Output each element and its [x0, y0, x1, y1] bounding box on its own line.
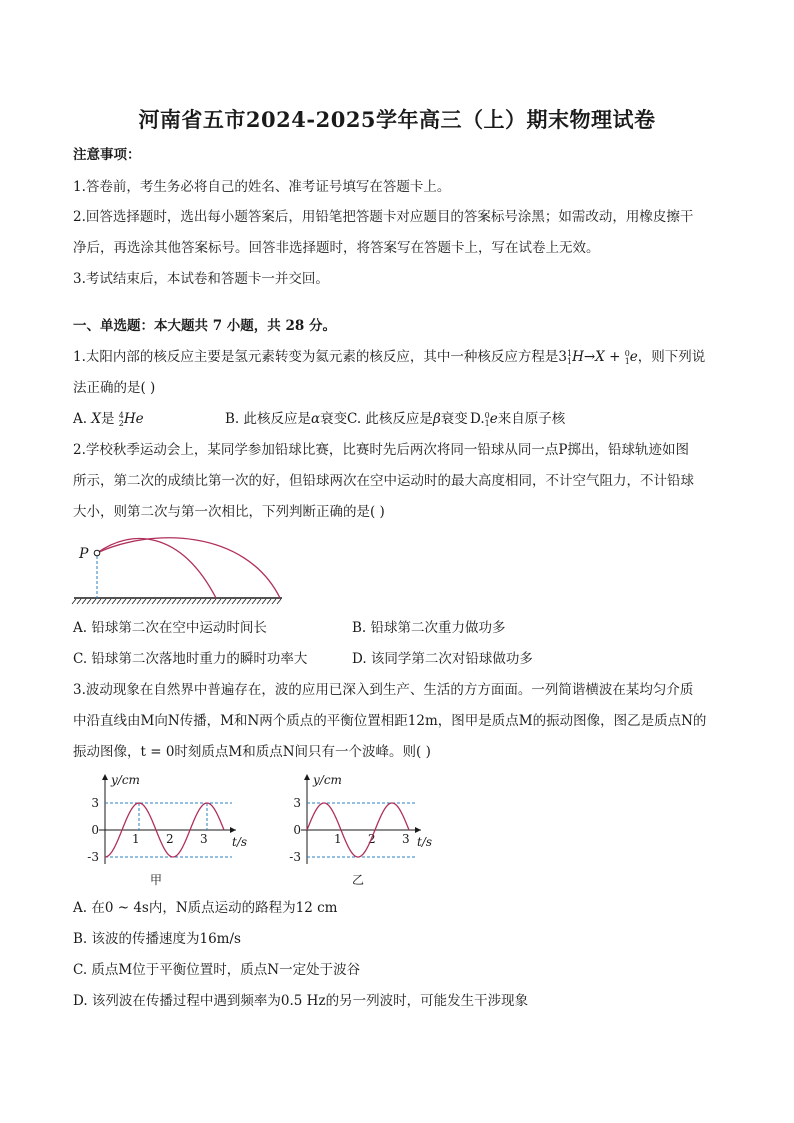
x-tick-label: 1 — [132, 832, 140, 846]
hatch-mark — [137, 599, 141, 604]
y-axis-label: y/cm — [111, 773, 140, 787]
x-tick-label: 3 — [402, 832, 410, 846]
hatch-mark — [162, 599, 166, 604]
hatch-mark — [177, 599, 181, 604]
q1-option-d[interactable]: D. 0 1 e来自原子核 — [470, 410, 566, 428]
x-tick-label: 2 — [368, 832, 376, 846]
q3-option-a[interactable]: A. 在0 ~ 4s内，N质点运动的路程为12 cm — [73, 900, 338, 916]
q2-option-b[interactable]: B. 铅球第二次重力做功多 — [352, 620, 506, 636]
hatch-mark — [107, 599, 111, 604]
hatch-mark — [192, 599, 196, 604]
y-tick-label: 3 — [91, 796, 99, 810]
chart-caption: 甲 — [150, 873, 163, 887]
q3-stem-1: 3.波动现象在自然界中普遍存在，波的应用已深入到生产、生活的方方面面。一列简谐横波在某均匀介质 — [73, 682, 694, 698]
hatch-mark — [217, 599, 221, 604]
q2-stem-3: 大小，则第二次与第一次相比，下列判断正确的是( ) — [73, 504, 385, 520]
hatch-mark — [97, 599, 101, 604]
x-axis-arrow — [415, 827, 421, 833]
x-axis-label: t/s — [232, 835, 248, 849]
q1-equation: 3 1 1 H→X + 0 1 e — [558, 348, 638, 366]
x-axis-arrow — [230, 827, 236, 833]
hatch-mark — [277, 599, 281, 604]
q2-stem-2: 所示，第二次的成绩比第一次的好，但铅球两次在空中运动时的最大高度相同，不计空气阻力，不计铅球 — [73, 473, 694, 489]
q2-option-d[interactable]: D. 该同学第二次对铅球做功多 — [352, 651, 533, 667]
section-heading: 一、单选题：本大题共 7 小题，共 28 分。 — [73, 318, 336, 334]
q3-stem-2: 中沿直线由M向N传播，M和N两个质点的平衡位置相距12m，图甲是质点M的振动图像，图乙是质点N的 — [73, 713, 707, 729]
y-axis-arrow — [304, 774, 310, 780]
point-p — [94, 550, 100, 556]
hatch-mark — [142, 599, 146, 604]
hatch-mark — [82, 599, 86, 604]
exam-title: 河南省五市2024-2025学年高三（上）期末物理试卷 — [138, 107, 656, 132]
hatch-mark — [122, 599, 126, 604]
hatch-mark — [127, 599, 131, 604]
hatch-mark — [227, 599, 231, 604]
y-axis-arrow — [102, 774, 108, 780]
hatch-mark — [87, 599, 91, 604]
hatch-mark — [212, 599, 216, 604]
hatch-mark — [267, 599, 271, 604]
trajectory-1 — [97, 538, 216, 598]
y-tick-label: 0 — [293, 823, 301, 837]
notice-heading: 注意事项： — [73, 147, 141, 163]
q3-option-d[interactable]: D. 该列波在传播过程中遇到频率为0.5 Hz的另一列波时，可能发生干涉现象 — [73, 993, 529, 1009]
hatch-mark — [147, 599, 151, 604]
ground-hatch — [72, 599, 281, 604]
hatch-mark — [257, 599, 261, 604]
hatch-mark — [237, 599, 241, 604]
x-tick-label: 2 — [166, 832, 174, 846]
x-tick-label: 3 — [200, 832, 208, 846]
q1-option-c[interactable]: C. 此核反应是β衰变 — [347, 411, 468, 427]
hatch-mark — [117, 599, 121, 604]
notice-item-2-cont: 净后，再选涂其他答案标号。回答非选择题时，将答案写在答题卡上，写在试卷上无效。 — [73, 240, 600, 256]
hatch-mark — [197, 599, 201, 604]
hatch-mark — [262, 599, 266, 604]
hatch-mark — [252, 599, 256, 604]
hatch-mark — [102, 599, 106, 604]
q1-stem-text: 1.太阳内部的核反应主要是氢元素转变为氦元素的核反应，其中一种核反应方程是 — [73, 349, 559, 365]
hatch-mark — [187, 599, 191, 604]
y-tick-label: -3 — [289, 850, 301, 864]
hatch-mark — [72, 599, 76, 604]
q1-stem: 1.太阳内部的核反应主要是氢元素转变为氦元素的核反应，其中一种核反应方程是3 1 1 H→X + 0 1 e，则下列说 — [73, 348, 706, 366]
vibration-chart-jia — [80, 770, 255, 890]
hatch-mark — [112, 599, 116, 604]
trajectory-2 — [97, 538, 280, 598]
q2-stem-1: 2.学校秋季运动会上，某同学参加铅球比赛，比赛时先后两次将同一铅球从同一点P掷出，铅球轨迹如图 — [73, 442, 689, 458]
y-axis-label: y/cm — [313, 773, 342, 787]
hatch-mark — [232, 599, 236, 604]
y-tick-label: 0 — [91, 823, 99, 837]
notice-item-1: 1.答卷前，考生务必将自己的姓名、准考证号填写在答题卡上。 — [73, 179, 451, 195]
hatch-mark — [222, 599, 226, 604]
hatch-mark — [157, 599, 161, 604]
x-tick-label: 1 — [334, 832, 342, 846]
chart-caption: 乙 — [352, 873, 365, 887]
hatch-mark — [77, 599, 81, 604]
q2-option-a[interactable]: A. 铅球第二次在空中运动时间长 — [73, 620, 267, 636]
q1-option-b[interactable]: B. 此核反应是α衰变 — [225, 411, 348, 427]
notice-item-3: 3.考试结束后，本试卷和答题卡一并交回。 — [73, 271, 329, 287]
q3-option-c[interactable]: C. 质点M位于平衡位置时，质点N一定处于波谷 — [73, 962, 361, 978]
hatch-mark — [202, 599, 206, 604]
q1-option-a[interactable]: A. X是 4 2 He — [73, 410, 144, 428]
hatch-mark — [172, 599, 176, 604]
notice-item-2: 2.回答选择题时，选出每小题答案后，用铅笔把答题卡对应题目的答案标号涂黑；如需改动，用橡皮擦干 — [73, 209, 694, 225]
y-tick-label: 3 — [293, 796, 301, 810]
x-axis-label: t/s — [417, 835, 433, 849]
point-p-label: P — [79, 546, 89, 562]
hatch-mark — [152, 599, 156, 604]
hatch-mark — [207, 599, 211, 604]
hatch-mark — [272, 599, 276, 604]
hatch-mark — [242, 599, 246, 604]
q1-stem-cont: 法正确的是( ) — [73, 380, 156, 396]
vibration-chart-yi — [282, 770, 457, 890]
hatch-mark — [182, 599, 186, 604]
q3-stem-3: 振动图像，t = 0时刻质点M和质点N间只有一个波峰。则( ) — [73, 744, 431, 760]
q3-option-b[interactable]: B. 该波的传播速度为16m/s — [73, 931, 241, 947]
hatch-mark — [92, 599, 96, 604]
hatch-mark — [247, 599, 251, 604]
q2-trajectory-figure — [70, 532, 290, 608]
q2-option-c[interactable]: C. 铅球第二次落地时重力的瞬时功率大 — [73, 651, 308, 667]
y-tick-label: -3 — [87, 850, 99, 864]
hatch-mark — [132, 599, 136, 604]
hatch-mark — [167, 599, 171, 604]
